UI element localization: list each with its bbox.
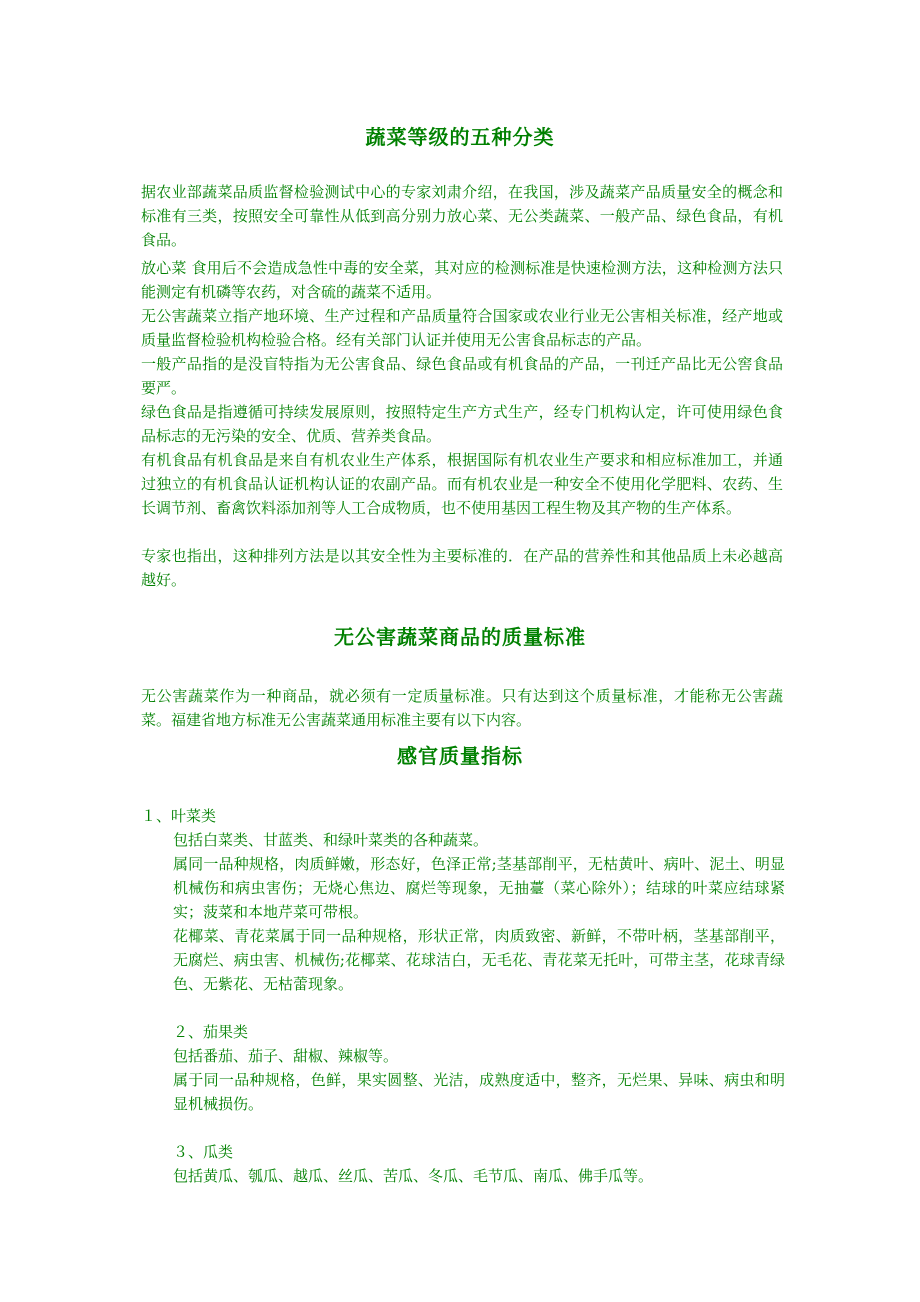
paragraph-quality-intro: 无公害蔬菜作为一种商品，就必须有一定质量标准。只有达到这个质量标准，才能称无公害蔬菜。福建省地方标准无公害蔬菜通用标准主要有以下内容。 — [141, 687, 783, 729]
leafy-line-2: 属同一品种规格，肉质鲜嫩，形态好，色泽正常;茎基部削平，无枯黄叶、病叶、泥土、明显机械伤和病虫害伤；无烧心焦边、腐烂等现象，无抽薹（菜心除外）；结球的叶菜应结球紧实；菠菜和本地芹菜可带根。 — [173, 855, 785, 921]
leafy-line-3: 花椰菜、青花菜属于同一品种规格，形状正常，肉质致密、新鲜，不带叶柄，茎基部削平，无腐烂、病虫害、机械伤;花椰菜、花球洁白，无毛花、青花菜无托叶，可带主茎，花球青绿色、无紫花、无枯蕾现象。 — [173, 927, 785, 993]
paragraph-expert: 专家也指出，这种排列方法是以其安全性为主要标准的．在产品的营养性和其他品质上未必越高越好。 — [141, 547, 783, 589]
paragraph-intro: 据农业部蔬菜品质监督检验测试中心的专家刘肃介绍，在我国，涉及蔬菜产品质量安全的概念和标准有三类，按照安全可靠性从低到高分别力放心菜、无公类蔬菜、一般产品、绿色食品，有机食品。 — [141, 183, 783, 249]
paragraph-wugonghai: 无公害蔬菜立指产地环境、生产过程和产品质量符合国家或农业行业无公害相关标准，经产地或质量监督检验机构检验合格。经有关部门认证并使用无公害食品标志的产品。 — [141, 307, 783, 349]
melons-line-1: 包括黄瓜、瓠瓜、越瓜、丝瓜、苦瓜、冬瓜、毛节瓜、南瓜、佛手瓜等。 — [173, 1167, 654, 1185]
section-title-quality-standard: 无公害蔬菜商品的质量标准 — [334, 625, 586, 649]
list-label-solanaceous: ２、茄果类 — [173, 1023, 249, 1041]
solanaceous-line-2: 属于同一品种规格，色鲜，果实圆整、光洁，成熟度适中，整齐，无烂果、异味、病虫和明显机械损伤。 — [173, 1071, 785, 1113]
solanaceous-line-1: 包括番茄、茄子、甜椒、辣椒等。 — [173, 1047, 399, 1065]
paragraph-general: 一般产品指的是没盲特指为无公害食品、绿色食品或有机食品的产品，一刊迁产品比无公窖食品要严。 — [141, 355, 783, 397]
list-label-melons: ３、瓜类 — [173, 1143, 234, 1161]
paragraph-organic: 有机食品有机食品是来自有机农业生产体系，根据国际有机农业生产要求和相应标准加工，并通过独立的有机食品认证机构认证的农副产品。而有机农业是一种安全不使用化学肥料、农药、生长调节剂、畜禽饮料添加剂等人工合成物质，也不使用基因工程生物及其产物的生产体系。 — [141, 451, 783, 517]
leafy-line-1: 包括白菜类、甘蓝类、和绿叶菜类的各种蔬菜。 — [173, 831, 489, 849]
list-label-leafy: １、叶菜类 — [141, 807, 217, 825]
section-title-sensory: 感官质量指标 — [397, 744, 523, 768]
section-title-vegetable-grades: 蔬菜等级的五种分类 — [365, 125, 555, 149]
paragraph-fangxin: 放心菜 食用后不会造成急性中毒的安全菜，其对应的检测标准是快速检测方法，这种检测方法只能测定有机磷等农药，对含硫的蔬菜不适用。 — [141, 259, 783, 301]
paragraph-green-food: 绿色食品是指遵循可持续发展原则，按照特定生产方式生产，经专门机构认定，许可使用绿色食品标志的无污染的安全、优质、营养类食品。 — [141, 403, 783, 445]
